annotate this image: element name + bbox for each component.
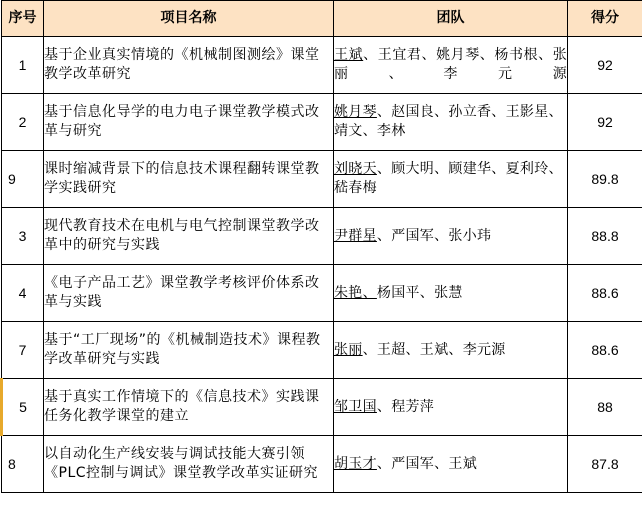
team-others: 、赵国良、孙立香、王影星、靖文、李林 — [334, 104, 563, 139]
score: 88.8 — [568, 208, 642, 265]
score: 88.6 — [568, 265, 642, 322]
score: 87.8 — [568, 436, 642, 493]
team-members — [334, 265, 568, 322]
project-name: 基于企业真实情境的《机械制图测绘》课堂教学改革研究 — [44, 37, 334, 94]
row-no: 5 — [2, 379, 44, 436]
header-team: 团队 — [334, 1, 568, 37]
team-members — [334, 208, 568, 265]
team-lead: 刘晓天 — [334, 161, 377, 177]
table-row — [2, 151, 642, 208]
team-lead: 张丽 — [334, 341, 363, 358]
team-others: 、王超、王斌、李元源 — [362, 341, 506, 358]
team-lead: 王斌 — [334, 47, 364, 63]
row-no: 7 — [2, 322, 44, 379]
project-name: 以自动化生产线安装与调试技能大赛引领《PLC控制与调试》课堂教学改革实证研究 — [44, 436, 334, 493]
project-name: 基于“工厂现场”的《机械制造技术》课程教学改革研究与实践 — [44, 322, 334, 379]
team-members — [334, 94, 568, 151]
team-lead: 胡玉才 — [334, 455, 377, 472]
header-name: 项目名称 — [44, 1, 334, 37]
project-name: 《电子产品工艺》课堂教学考核评价体系改革与实践 — [44, 265, 334, 322]
team-members — [334, 436, 568, 493]
score: 92 — [568, 37, 642, 94]
team-others: 、王宜君、姚月琴、杨书根、张 丽、李元源 — [334, 47, 582, 82]
table-row — [2, 322, 642, 379]
team-lead: 邹卫国 — [334, 398, 377, 415]
table-row — [2, 379, 642, 436]
team-others: 、严国军、张小玮 — [376, 227, 492, 244]
row-no: 9 — [2, 151, 44, 208]
score: 92 — [568, 94, 642, 151]
team-lead: 尹群星 — [334, 227, 377, 244]
row-no: 3 — [2, 208, 44, 265]
team-members — [334, 151, 568, 208]
project-name: 课时缩减背景下的信息技术课程翻转课堂教学实践研究 — [44, 151, 334, 208]
score: 88 — [568, 379, 642, 436]
project-name: 现代教育技术在电机与电气控制课堂教学改革中的研究与实践 — [44, 208, 334, 265]
header-no: 序号 — [2, 1, 44, 37]
row-no: 2 — [2, 94, 44, 151]
team-members — [334, 322, 568, 379]
team-others: 、顾大明、顾建华、夏利玲、嵇春梅 — [334, 161, 563, 196]
project-name: 基于真实工作情境下的《信息技术》实践课任务化教学课堂的建立 — [44, 379, 334, 436]
score: 88.6 — [568, 322, 642, 379]
team-others: 杨国平、张慧 — [376, 284, 463, 301]
row-no: 8 — [2, 436, 44, 493]
project-name: 基于信息化导学的电力电子课堂教学模式改革与研究 — [44, 94, 334, 151]
table-row — [2, 94, 642, 151]
header-row — [2, 1, 642, 37]
score: 89.8 — [568, 151, 642, 208]
team-lead: 朱艳、 — [334, 284, 377, 301]
team-lead: 姚月琴 — [334, 104, 377, 120]
row-no: 4 — [2, 265, 44, 322]
row-no: 1 — [2, 37, 44, 94]
table-row — [2, 436, 642, 493]
team-members — [334, 379, 568, 436]
team-others: 、程芳萍 — [376, 398, 435, 415]
team-others: 、严国军、王斌 — [376, 455, 478, 472]
table-row — [2, 265, 642, 322]
table-row — [2, 208, 642, 265]
team-members — [334, 37, 582, 94]
table-row — [2, 37, 642, 94]
header-score: 得分 — [568, 1, 642, 37]
